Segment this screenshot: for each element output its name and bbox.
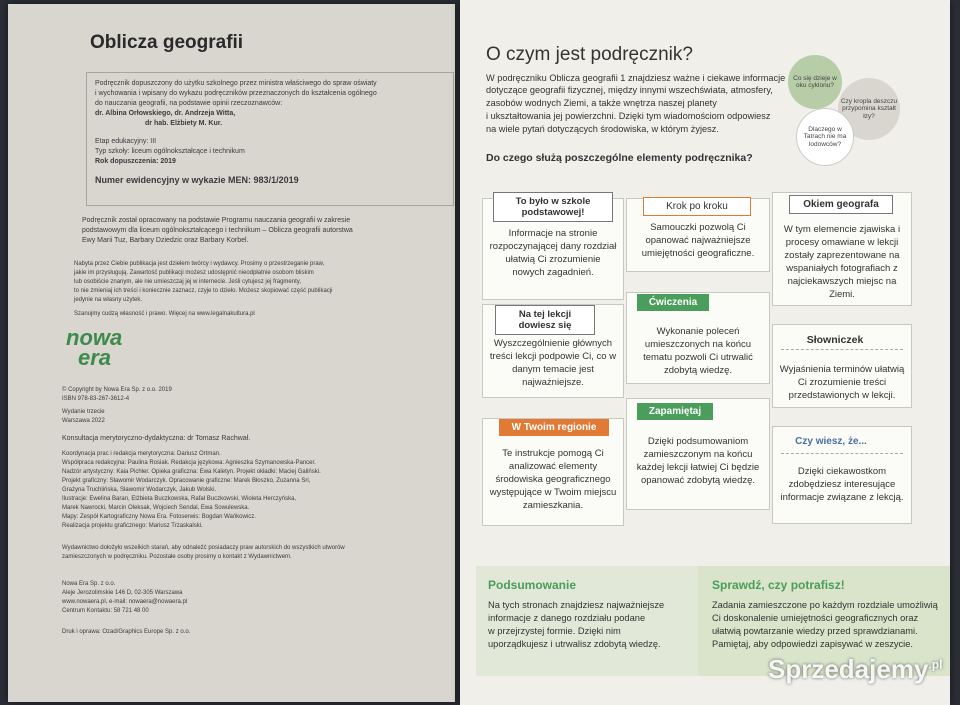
card-label: Zapamiętaj — [637, 403, 713, 420]
card-w-twoim-regionie — [482, 418, 624, 526]
approval-line: i wychowania i wpisany do wykazu podręczników przeznaczonych do kształcenia ogólnego — [95, 90, 377, 97]
consult: Konsultacja merytoryczno-dydaktyczna: dr Tomasz Rachwał. — [62, 435, 251, 442]
intro-line: i ukształtowania jej powierzchni. Dzięki tym wiadomościom odpowiesz — [486, 111, 771, 121]
card-text: Dzięki ciekawostkom zdobędziesz interesujące informacje związane z lekcją. — [780, 466, 904, 503]
copyright: © Copyright by Nowa Era Sp. z o.o. 2019 — [62, 387, 172, 393]
summary-line: informacje z danego rozdziału podane — [488, 613, 646, 623]
right-page — [460, 0, 950, 705]
legal-line: Nabyta przez Ciebie publikacja jest dziełem twórcy i wydawcy. Prosimy o przestrzeganie praw, — [74, 261, 325, 267]
card-text: W tym elemencie zjawiska i procesy omawiane w lekcji zostały zaprezentowane na wspaniałych fotografiach z najciekawszych miejsc na Ziemi. — [783, 224, 901, 300]
card-label: To było w szkole podstawowej! — [493, 192, 613, 222]
card-text: Wyszczególnienie głównych treści lekcji podpowie Ci, co w danym temacie jest najważniejsze. — [489, 338, 617, 388]
stage: Etap edukacyjny: III — [95, 138, 157, 145]
intro-line: dotyczące geografii fizycznej, między innymi wszechświata, atmosfery, — [486, 85, 773, 95]
page-heading: O czym jest podręcznik? — [486, 44, 693, 65]
question-bubble: Czy kropla deszczu przypomina kształt łzy? — [838, 78, 900, 140]
credit-line: Mapy: Zespół Kartograficzny Nowa Era. Fotoserwis: Bogdan Wańkowicz. — [62, 514, 256, 520]
card-text: Te instrukcje pomogą Ci analizować elementy środowiska geograficznego występujące w Twoim miejscu zamieszkania. — [489, 448, 617, 511]
credit-line: Współpraca redakcyjna: Paulina Rosiak. Redakcja językowa: Agnieszka Szymanowska-Pancer. — [62, 460, 316, 466]
check-title: Sprawdź, czy potrafisz! — [712, 578, 845, 592]
card-label: Na tej lekcji dowiesz się — [495, 305, 595, 335]
check-line: Zadania zamieszczone po każdym rozdziale umożliwią — [712, 600, 938, 610]
elements-question: Do czego służą poszczególne elementy podręcznika? — [486, 152, 753, 164]
credit-line: Koordynacja prac i redakcja merytoryczna: Dariusz Ortman. — [62, 451, 221, 457]
reviewers: dr hab. Elżbiety M. Kur. — [145, 120, 223, 127]
legal-line: jedynie na własny użytek. — [74, 297, 143, 303]
approval-year: Rok dopuszczenia: 2019 — [95, 158, 176, 165]
credit-line: Projekt graficzny: Sławomir Wodarczyk. Opracowanie graficzne: Marek Błoszko, Zuzanna Sri, — [62, 478, 311, 484]
check-line: ułatwią powtarzanie wiedzy przed sprawdzianami. — [712, 626, 918, 636]
card-label: Ćwiczenia — [637, 294, 709, 311]
card-to-bylo — [482, 198, 624, 300]
card-zapamietaj — [626, 398, 770, 510]
school-type: Typ szkoły: liceum ogólnokształcące i technikum — [95, 148, 245, 155]
book-title: Oblicza geografii — [90, 32, 244, 53]
card-text: Wyjaśnienia terminów ułatwią Ci zrozumienie treści przedstawionych w lekcji. — [779, 364, 905, 401]
place-year: Warszawa 2022 — [62, 418, 105, 424]
card-text: Dzięki podsumowaniom zamieszczonym na końcu każdej lekcji łatwiej Ci będzie opanować zdobytą wiedzę. — [636, 436, 760, 486]
card-krok — [626, 198, 770, 272]
intro-line: zasobów wodnych Ziemi, a także wnętrza naszej planety — [486, 98, 717, 108]
card-czy-wiesz — [772, 426, 912, 524]
question-bubble: Co się dzieje w oku cyklonu? — [788, 55, 842, 109]
edition: Wydanie trzecie — [62, 409, 105, 415]
address-line: Centrum Kontaktu: 58 721 48 00 — [62, 608, 149, 614]
credit-line: Nadzór artystyczny: Kaia Pichler. Opieka graficzna: Ewa Kaletyn. Projekt okładki: Maciej Galiński. — [62, 469, 321, 475]
card-label: Krok po kroku — [643, 197, 751, 216]
publisher-note: zamieszczonych w podręczniku. Pozostałe osoby prosimy o kontakt z Wydawnictwem. — [62, 554, 292, 560]
card-text: Informacje na stronie rozpoczynającej dany rozdział ułatwią Ci zrozumienie nowych zagadnień. — [489, 228, 617, 278]
credit-line: Marek Nawrocki, Marcin Oleksak, Wojciech Sendal, Ewa Sowulewska. — [62, 505, 250, 511]
check-line: Ci doskonalenie umiejętności geograficznych oraz — [712, 613, 919, 623]
credit-line: Grażyna Truchlińska, Sławomir Wodarczyk, Jakub Wolski. — [62, 487, 217, 493]
program-line: podstawowym dla liceum ogólnokształcącego i technikum – Oblicza geografii autorstwa — [82, 227, 353, 234]
credit-line: Ilustracje: Ewelina Baran, Elżbieta Buczkowska, Rafał Buczkowski, Wioleta Herczyńska, — [62, 496, 297, 502]
publisher-note: Wydawnictwo dołożyło wszelkich starań, aby odnaleźć posiadaczy praw autorskich do wszystkich utworów — [62, 545, 345, 551]
summary-title: Podsumowanie — [488, 578, 577, 592]
card-label: Czy wiesz, że... — [795, 436, 867, 447]
sprzedajemy-watermark: Sprzedajemy$^{.pl}$ — [768, 654, 943, 684]
card-text: Samouczki pozwolą Ci opanować najważniejsze umiejętności geograficzne. — [641, 222, 755, 259]
check-line: Pamiętaj, aby odpowiedzi zapisywać w zeszycie. — [712, 639, 914, 649]
legal-line: Szanujmy cudzą własność i prawo. Więcej na www.legalnakultura.pl — [74, 311, 255, 317]
card-label: W Twoim regionie — [499, 419, 609, 436]
printer: Druk i oprawa: Ozad/Graphics Europe Sp. z o.o. — [62, 629, 191, 635]
address-line: Nowa Era Sp. z o.o. — [62, 581, 116, 587]
legal-line: to nie zmieniaj ich treści i koniecznie zaznacz, czyje to dzieło. Możesz skopiować część publikacji — [74, 288, 333, 294]
approval-box — [86, 72, 454, 206]
intro-line: na wiele pytań dotyczących środowiska, w którym żyjesz. — [486, 124, 719, 134]
address-line: Aleje Jerozolimskie 146 D, 02-305 Warszawa — [62, 590, 183, 596]
intro-line: W podręczniku Oblicza geografii 1 znajdziesz ważne i ciekawe informacje — [486, 73, 786, 83]
card-na-tej-lekcji — [482, 304, 624, 398]
credit-line: Realizacja projektu graficznego: Mariusz Trzaskalski. — [62, 523, 203, 529]
approval-line: Podręcznik dopuszczony do użytku szkolnego przez ministra właściwego do spraw oświaty — [95, 80, 377, 87]
summary-line: uporządkujesz i utrwalisz zdobytą wiedzę. — [488, 639, 661, 649]
summary-line: w przejrzystej formie. Dzięki nim — [488, 626, 621, 636]
left-page — [8, 4, 455, 702]
approval-line: do nauczania geografii, na podstawie opinii rzeczoznawców: — [95, 100, 283, 107]
card-cwiczenia — [626, 292, 770, 384]
card-label: Słowniczek — [806, 334, 864, 346]
isbn: ISBN 978-83-267-3612-4 — [62, 396, 130, 402]
card-text: Wykonanie poleceń umieszczonych na końcu tematu pozwoli Ci utrwalić zdobytą wiedzę. — [643, 326, 753, 376]
program-line: Ewy Marii Tuz, Barbary Dziedzic oraz Barbary Korbel. — [82, 237, 249, 244]
card-okiem — [772, 192, 912, 306]
address-line: www.nowaera.pl, e-mail: nowaera@nowaera.pl — [62, 599, 188, 605]
program-line: Podręcznik został opracowany na podstawie Programu nauczania geografii w zakresie — [82, 217, 351, 224]
registry-number: Numer ewidencyjny w wykazie MEN: 983/1/2019 — [95, 175, 299, 185]
nowa-era-logo: nowa era — [66, 325, 123, 370]
legal-line: jakie im przysługują. Zawartość publikacji możesz udostępnić nieodpłatnie osobom bliskim — [74, 270, 314, 276]
card-label: Okiem geografa — [789, 195, 893, 214]
card-slowniczek — [772, 324, 912, 408]
reviewers: dr. Albina Orłowskiego, dr. Andrzeja Witta, — [95, 110, 236, 117]
question-bubble: Dlaczego w Tatrach nie ma lodowców? — [796, 108, 854, 166]
summary-line: Na tych stronach znajdziesz najważniejsze — [488, 600, 665, 610]
summary-panel — [476, 566, 698, 676]
legal-line: lub osobiście znanym, ale nie umieszczaj jej w internecie. Jeśli cytujesz jej fragmenty, — [74, 279, 301, 285]
